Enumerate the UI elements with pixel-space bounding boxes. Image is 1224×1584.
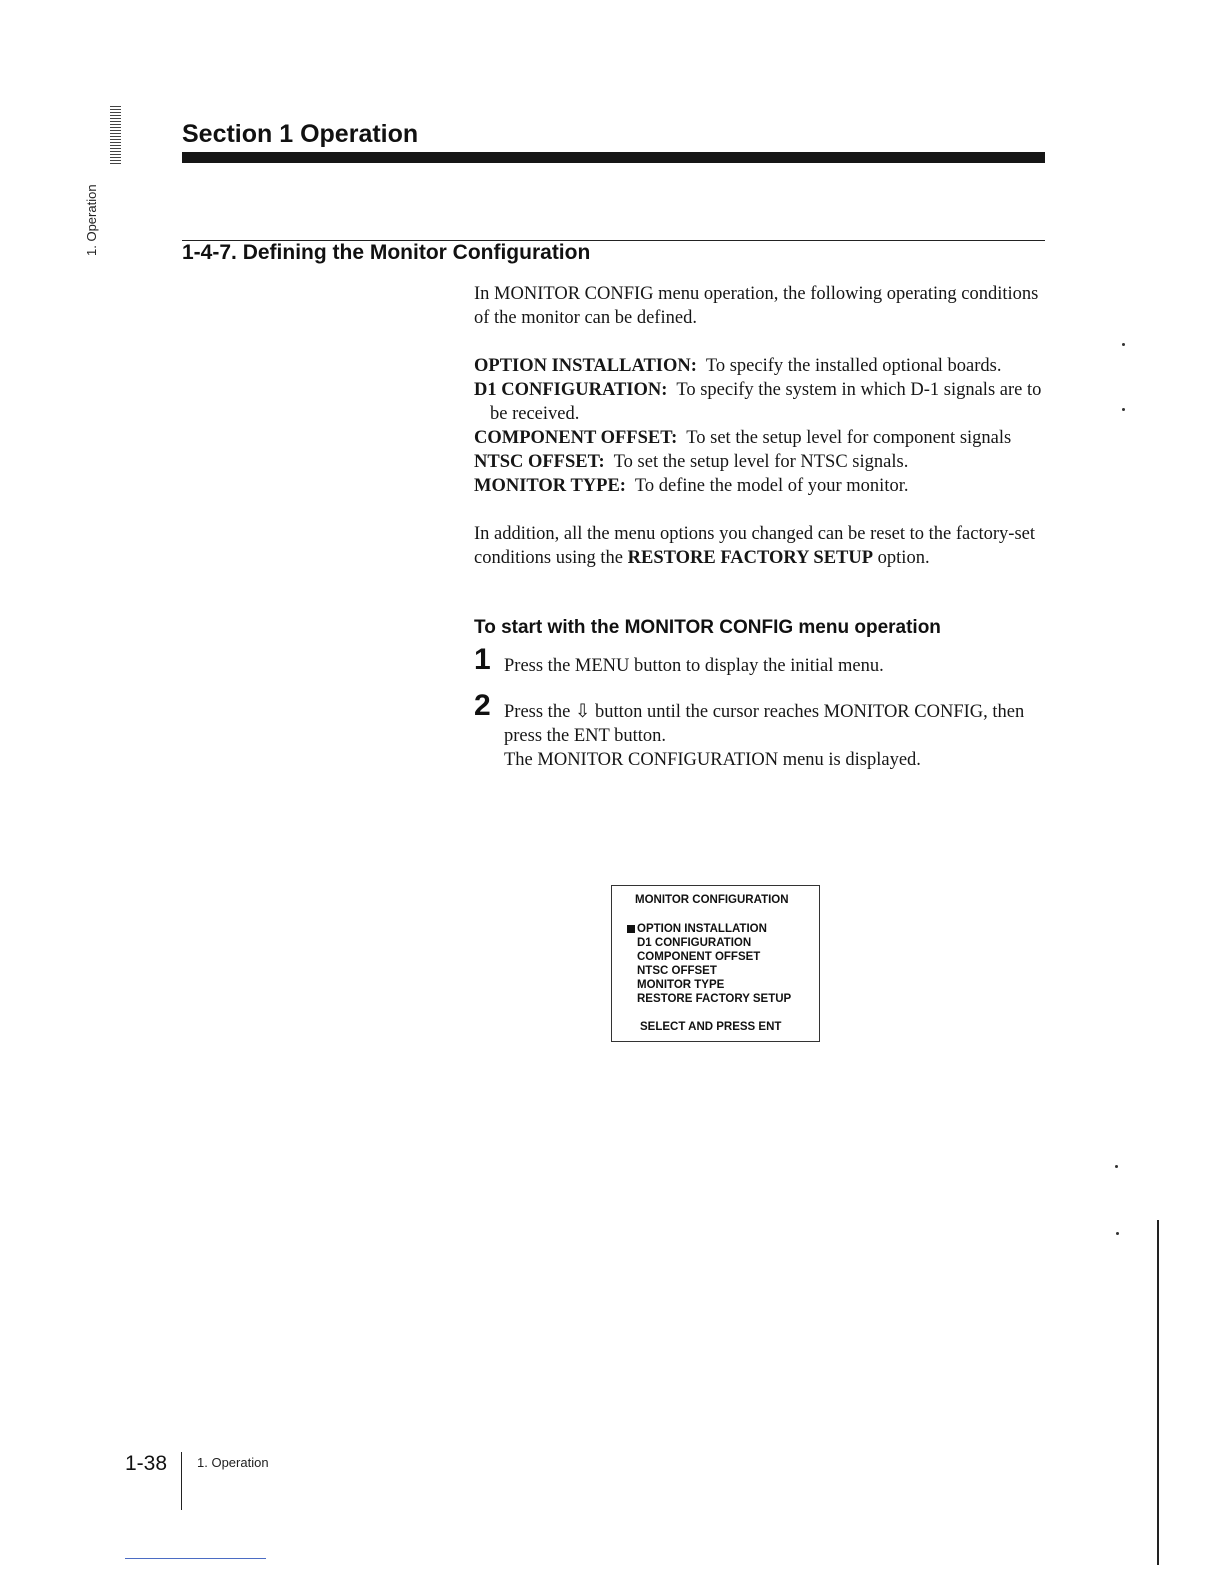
step-1 [474, 643, 1054, 678]
step-number: 2 [474, 689, 491, 722]
menu-item-component-offset [625, 950, 791, 964]
definition-ntsc-offset [474, 450, 1054, 474]
procedure-heading: To start with the MONITOR CONFIG menu operation [474, 617, 941, 638]
menu-item-label: D1 CONFIGURATION [637, 937, 752, 949]
section-title: Section 1 Operation [182, 120, 419, 148]
step-text: Press the ⇩ button until the cursor reaches MONITOR CONFIG, then press the ENT button. [504, 702, 1025, 746]
definition-monitor-type [474, 474, 1054, 498]
menu-item-restore-factory-setup [625, 992, 791, 1006]
definition-term: D1 CONFIGURATION: [474, 380, 668, 400]
definition-text: To set the setup level for NTSC signals. [613, 452, 909, 472]
side-tab-label: 1. Operation [84, 184, 99, 256]
page-number: 1-38 [125, 1452, 168, 1475]
page-heading: 1-4-7. Defining the Monitor Configuration [182, 241, 591, 264]
step-text: Press the MENU button to display the initial menu. [504, 656, 884, 676]
menu-list [625, 922, 791, 1006]
menu-item-label: MONITOR TYPE [637, 979, 725, 991]
footer-divider [181, 1452, 182, 1510]
menu-item-option-installation [625, 922, 791, 936]
menu-footer: SELECT AND PRESS ENT [640, 1021, 782, 1033]
definition-term: MONITOR TYPE: [474, 476, 626, 496]
step-number: 1 [474, 643, 491, 676]
scan-edge-line [1157, 1220, 1159, 1565]
addition-paragraph [474, 522, 1054, 570]
intro-paragraph: In MONITOR CONFIG menu operation, the following operating conditions of the monitor can be defined. [474, 284, 1039, 328]
scan-speck [1115, 1165, 1118, 1168]
definition-term: COMPONENT OFFSET: [474, 428, 678, 448]
addition-bold-term: RESTORE FACTORY SETUP [627, 548, 874, 568]
bottom-rule [125, 1558, 266, 1559]
section-title-bar [182, 152, 1045, 163]
body-text [474, 282, 1054, 794]
definition-d1-configuration [474, 378, 1054, 426]
scan-speck [1116, 1232, 1119, 1235]
addition-text-after: option. [873, 548, 930, 568]
definition-component-offset [474, 426, 1054, 450]
definition-term: OPTION INSTALLATION: [474, 356, 697, 376]
menu-item-label: COMPONENT OFFSET [637, 951, 761, 963]
definition-text: To specify the installed optional boards. [705, 356, 1002, 376]
footer-label: 1. Operation [197, 1455, 269, 1470]
definition-option-installation [474, 354, 1054, 378]
menu-screen-illustration [611, 885, 820, 1042]
menu-item-label: OPTION INSTALLATION [637, 923, 767, 935]
menu-item-label: RESTORE FACTORY SETUP [637, 993, 792, 1005]
menu-item-ntsc-offset [625, 964, 791, 978]
side-tab [82, 180, 102, 258]
scan-speck [1122, 408, 1125, 411]
menu-cursor-icon [627, 925, 635, 933]
definition-term: NTSC OFFSET: [474, 452, 605, 472]
step-2 [474, 689, 1054, 772]
definition-text: To define the model of your monitor. [634, 476, 909, 496]
menu-item-label: NTSC OFFSET [637, 965, 717, 977]
definition-text: To specify the system in which D-1 signals are to be received. [490, 380, 1042, 424]
step-text: The MONITOR CONFIGURATION menu is displayed. [504, 750, 921, 770]
addition-text-before: In addition, all the menu options you changed can be reset to the factory-set conditions using the [474, 524, 1035, 568]
menu-title: MONITOR CONFIGURATION [635, 894, 789, 906]
menu-item-monitor-type [625, 978, 791, 992]
scan-speck [1122, 343, 1125, 346]
menu-item-d1-configuration [625, 936, 791, 950]
definition-text: To set the setup level for component signals [686, 428, 1012, 448]
side-stripes-decoration [110, 106, 121, 166]
